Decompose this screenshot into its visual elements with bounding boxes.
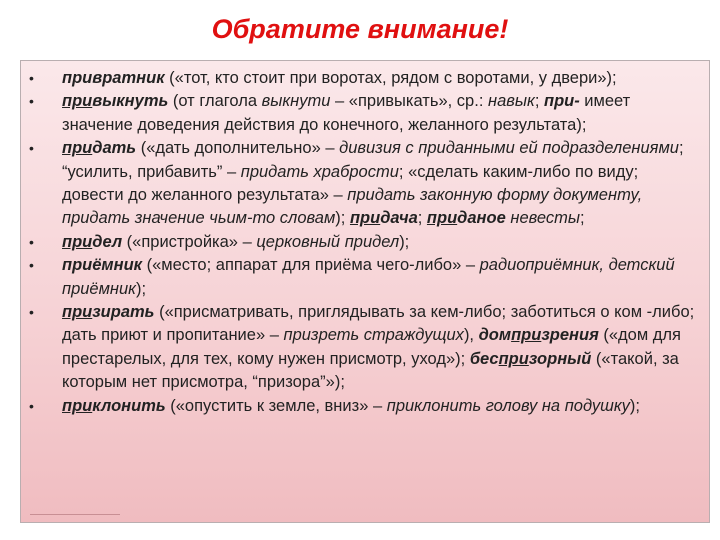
text-fragment: при <box>62 139 93 158</box>
text-fragment: при <box>426 209 458 228</box>
text-fragment: («пристройка» – <box>122 232 257 251</box>
word-list <box>21 61 709 418</box>
text-fragment: призреть страждущих <box>283 326 464 345</box>
bullet-icon: • <box>29 397 34 414</box>
text-fragment: («место; аппарат для приёма чего-либо» – <box>142 256 480 275</box>
text-fragment: («присматривать, приглядывать за кем-либо; заботиться о ком -либо; дать приют и пропитание» – <box>62 303 695 345</box>
text-fragment: выкнути <box>261 92 331 111</box>
text-fragment: ; <box>534 92 544 111</box>
text-fragment: дача <box>380 209 418 228</box>
text-fragment: при <box>498 349 529 368</box>
bullet-icon: • <box>29 140 34 157</box>
text-fragment: – «привыкать», ср.: <box>330 92 488 111</box>
text-fragment: ), <box>463 326 479 345</box>
text-fragment: имеет значение доведения действия до конечного, желанного результата); <box>62 92 631 134</box>
text-fragment: ; “усилить, прибавить” – <box>62 139 684 181</box>
text-fragment: ; <box>417 209 427 228</box>
text-fragment: при <box>62 303 93 322</box>
text-fragment: («дать дополнительно» – <box>136 139 340 158</box>
text-fragment: при <box>62 92 93 111</box>
text-fragment: радиоприёмник, детский приёмник <box>62 256 675 298</box>
text-fragment: церковный придел <box>256 232 400 251</box>
footer-divider <box>30 514 120 515</box>
text-fragment: ; <box>580 209 585 228</box>
text-fragment: ); <box>335 209 350 228</box>
bullet-icon: • <box>29 257 34 274</box>
text-fragment: приклонить голову на подушку <box>386 396 630 415</box>
text-fragment: при <box>62 396 93 415</box>
text-fragment: ); <box>135 279 147 298</box>
bullet-icon: • <box>29 70 34 86</box>
text-fragment: придать храбрости <box>240 162 399 181</box>
text-fragment: ; «сделать каким-либо по виду; довести до желанного результата» – <box>62 162 639 205</box>
list-item <box>29 67 701 90</box>
list-item <box>29 301 701 395</box>
text-fragment: приёмник <box>62 256 143 275</box>
text-fragment: («дом для престарелых, для тех, кому нужен присмотр, уход»); <box>62 326 681 368</box>
text-fragment: даное <box>457 209 506 228</box>
text-fragment: навык <box>488 92 535 111</box>
text-fragment: (от глагола <box>168 92 262 111</box>
text-fragment: невесты <box>510 209 581 228</box>
text-fragment: при <box>349 209 381 228</box>
text-fragment: при <box>62 69 93 87</box>
list-item <box>29 90 701 137</box>
list-item <box>29 137 701 231</box>
text-fragment: («опустить к земле, вниз» – <box>165 396 387 415</box>
bullet-icon: • <box>29 233 34 250</box>
text-fragment: («такой, за которым нет присмотра, “призора”»); <box>62 349 679 392</box>
text-fragment: придать законную форму документу, придать значение чьим-то словам <box>62 186 643 228</box>
text-fragment: при <box>62 232 93 251</box>
text-fragment: зирать <box>92 303 155 322</box>
list-item <box>29 395 701 418</box>
content-panel <box>20 60 710 523</box>
text-fragment: вратник <box>92 69 165 87</box>
text-fragment: ); <box>629 396 640 415</box>
text-fragment: при- <box>543 92 580 111</box>
list-item <box>29 254 701 301</box>
text-fragment: дел <box>92 232 123 251</box>
text-fragment: ); <box>399 232 410 251</box>
bullet-icon: • <box>29 304 34 321</box>
bullet-icon: • <box>29 93 34 110</box>
text-fragment: дать <box>92 139 137 158</box>
text-fragment: при <box>511 326 542 345</box>
text-fragment: («тот, кто стоит при воротах, рядом с воротами, у двери»); <box>164 69 617 87</box>
page-title: Обратите внимание! <box>211 14 509 44</box>
text-fragment: клонить <box>92 396 166 415</box>
text-fragment: выкнуть <box>92 92 169 111</box>
text-fragment: зорный <box>528 349 592 368</box>
text-fragment: зрения <box>541 326 599 345</box>
text-fragment: дом <box>478 326 512 345</box>
text-fragment: дивизия с приданными ей подразделениями <box>339 139 679 158</box>
text-fragment: бес <box>469 349 499 368</box>
list-item <box>29 231 701 254</box>
